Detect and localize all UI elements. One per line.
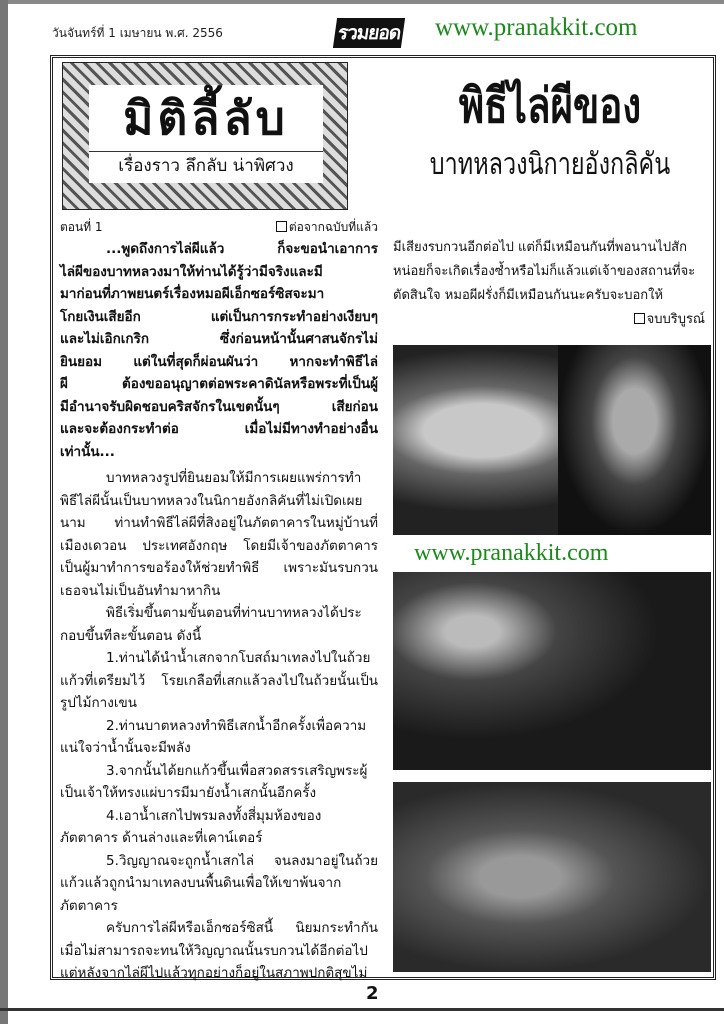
scan-edge-bottom <box>0 1008 724 1011</box>
text-line: เมื่อไม่สามารถจะทนให้วิญญาณนั้นรบกวนได้อีกต่อไป <box>60 942 368 959</box>
text-line: ...พูดถึงการไล่ผีแล้ว ก็จะขอนำเอาการ <box>106 241 378 257</box>
text-line: มีเสียงรบกวนอีกต่อไป แต่ก็มีเหมือนกันที่พอนานไปสัก <box>393 240 687 255</box>
text-line: เท่านั้น... <box>60 443 115 460</box>
text-line: มีอำนาจรับผิดชอบคริสจักรในเขตนั้นๆ เสียก่อน <box>60 398 378 415</box>
text-line: 5.วิญญาณจะถูกน้ำเสกไล่ จนลงมาอยู่ในถ้วย <box>106 852 378 869</box>
text-line: 4.เอาน้ำเสกไปพรมลงทั้งสี่มุมห้องของ <box>106 807 322 824</box>
photo-haunted-room <box>393 572 711 770</box>
text-line: และจะต้องกระทำต่อ เมื่อไม่มีทางทำอย่างอื่น <box>60 421 378 437</box>
text-line: เมืองเดวอน ประเทศอังกฤษ โดยมีเจ้าของภัตตาคาร <box>60 537 378 554</box>
text-line: ตัดสินใจ หมอผีฝรั่งก็มีเหมือนกันนะครับจะบอกให้ <box>393 288 664 303</box>
text-line: 2.ท่านบาตหลวงทำพิธีเสกน้ำอีกครั้งเพื่อความ <box>106 717 367 734</box>
watermark: www.pranakkit.com <box>410 538 612 568</box>
article-left-column <box>60 216 378 985</box>
column-logo <box>62 62 348 210</box>
site-url: www.pranakkit.com <box>435 14 638 41</box>
continued-label: ต่อจากฉบับที่แล้ว <box>288 220 378 234</box>
text-line: พิธีไล่ผีนั้นเป็นบาทหลวงในนิกายอังกลิคันที่ไม่เปิดเผย <box>60 492 363 509</box>
text-line: มาก่อนที่ภาพยนตร์เรื่องหมอผีเอ็กซอร์ซิสจะมา <box>60 286 325 302</box>
issue-date: วันจันทร์ที่ 1 เมษายน พ.ศ. 2556 <box>52 26 223 40</box>
text-line: ครับการไล่ผีหรือเอ็กซอร์ซิสนี้ นิยมกระทำกัน <box>106 920 378 936</box>
magazine-brand: รวมยอด <box>333 18 405 48</box>
text-line: เป็นผู้มาทำการขอร้องให้ช่วยทำพิธี เพราะมันรบกวน <box>60 560 378 576</box>
headline-line1: พิธีไล่ผีของ <box>458 80 642 133</box>
photo-priests <box>393 345 711 535</box>
text-line: แต่หลังจากไล่ผีไปแล้วทุกอย่างก็อยู่ในสภาพปกติสุขไม่ <box>60 965 368 981</box>
text-line: ภัตตาคาร <box>60 897 118 914</box>
text-line: ไล่ผีของบาทหลวงมาให้ท่านได้รู้ว่ามีจริงและมี <box>60 263 323 280</box>
scan-edge-left <box>0 0 8 1024</box>
text-line: และไม่เอิกเกริก ซึ่งก่อนหน้านั้นศาสนจักรไม่ <box>60 331 378 347</box>
text-line: แก้วที่เตรียมไว้ โรยเกลือที่เสกแล้วลงไปในถ้วยนั้นเป็น <box>60 672 378 689</box>
scan-edge-top <box>0 0 724 4</box>
text-line: โกยเงินเสียอีก แต่เป็นการกระทำอย่างเงียบๆ <box>60 308 378 325</box>
text-line: เธอจนไม่เป็นอันทำมาหากิน <box>60 582 221 599</box>
body-paragraphs <box>60 467 378 985</box>
text-line: บาทหลวงรูปที่ยินยอมให้มีการเผยแพร่การทำ <box>106 470 362 486</box>
article-right-column <box>393 236 705 332</box>
text-line: แก้วแล้วถูกนำมาเทลงบนพื้นดินเพื่อให้เขาพ้นจาก <box>60 875 342 891</box>
headline-line2: บาทหลวงนิกายอังกลิคัน <box>429 147 671 182</box>
text-line: แน่ใจว่าน้ำนั้นจะมีพลัง <box>60 740 191 756</box>
page-number: 2 <box>366 983 379 1004</box>
photo-possessed-woman <box>393 782 711 972</box>
text-line: พิธีเริ่มขึ้นตามขั้นตอนที่ท่านบาทหลวงได้ประ <box>106 605 362 621</box>
text-line: รูปไม้กางเขน <box>60 695 137 711</box>
text-line: หน่อยก็จะเกิดเรื่องซ้ำหรือไม่ก็แล้วแต่เจ้าของสถานที่จะ <box>393 264 696 279</box>
text-line: ผี ต้องขออนุญาตต่อพระคาดินัลหรือพระที่เป็นผู้ <box>60 376 378 392</box>
text-line: 1.ท่านได้นำน้ำเสกจากโบสถ์มาเทลงไปในถ้วย <box>106 650 371 666</box>
end-label: จบบริบูรณ์ <box>646 312 705 327</box>
box-bullet-icon <box>276 221 287 232</box>
text-line: ภัตตาคาร ด้านล่างและที่เคาน์เตอร์ <box>60 830 263 846</box>
article-header <box>60 216 378 238</box>
text-line: กอบขึ้นทีละขั้นตอน ดังนี้ <box>60 627 202 644</box>
text-line: ยินยอม แต่ในที่สุดก็ผ่อนผันว่า หากจะทำพิธีไล่ <box>60 353 378 370</box>
logo-title: มิติลี้ลับ <box>123 91 289 145</box>
intro-paragraph <box>60 238 378 463</box>
box-bullet-icon <box>634 313 645 324</box>
text-line: เป็นเจ้าให้ทรงแผ่บารมีมายังน้ำเสกนั้นอีกครั้ง <box>60 785 317 801</box>
logo-subtitle: เรื่องราว ลึกลับ น่าพิศวง <box>89 151 323 180</box>
text-line: นาม ท่านทำพิธีไล่ผีที่สิงอยู่ในภัตตาคารในหมู่บ้านที่ <box>60 515 378 531</box>
text-line: 3.จากนั้นได้ยกแก้วขึ้นเพื่อสวดสรรเสริญพระผู้ <box>106 762 368 779</box>
episode-label: ตอนที่ 1 <box>60 220 103 234</box>
